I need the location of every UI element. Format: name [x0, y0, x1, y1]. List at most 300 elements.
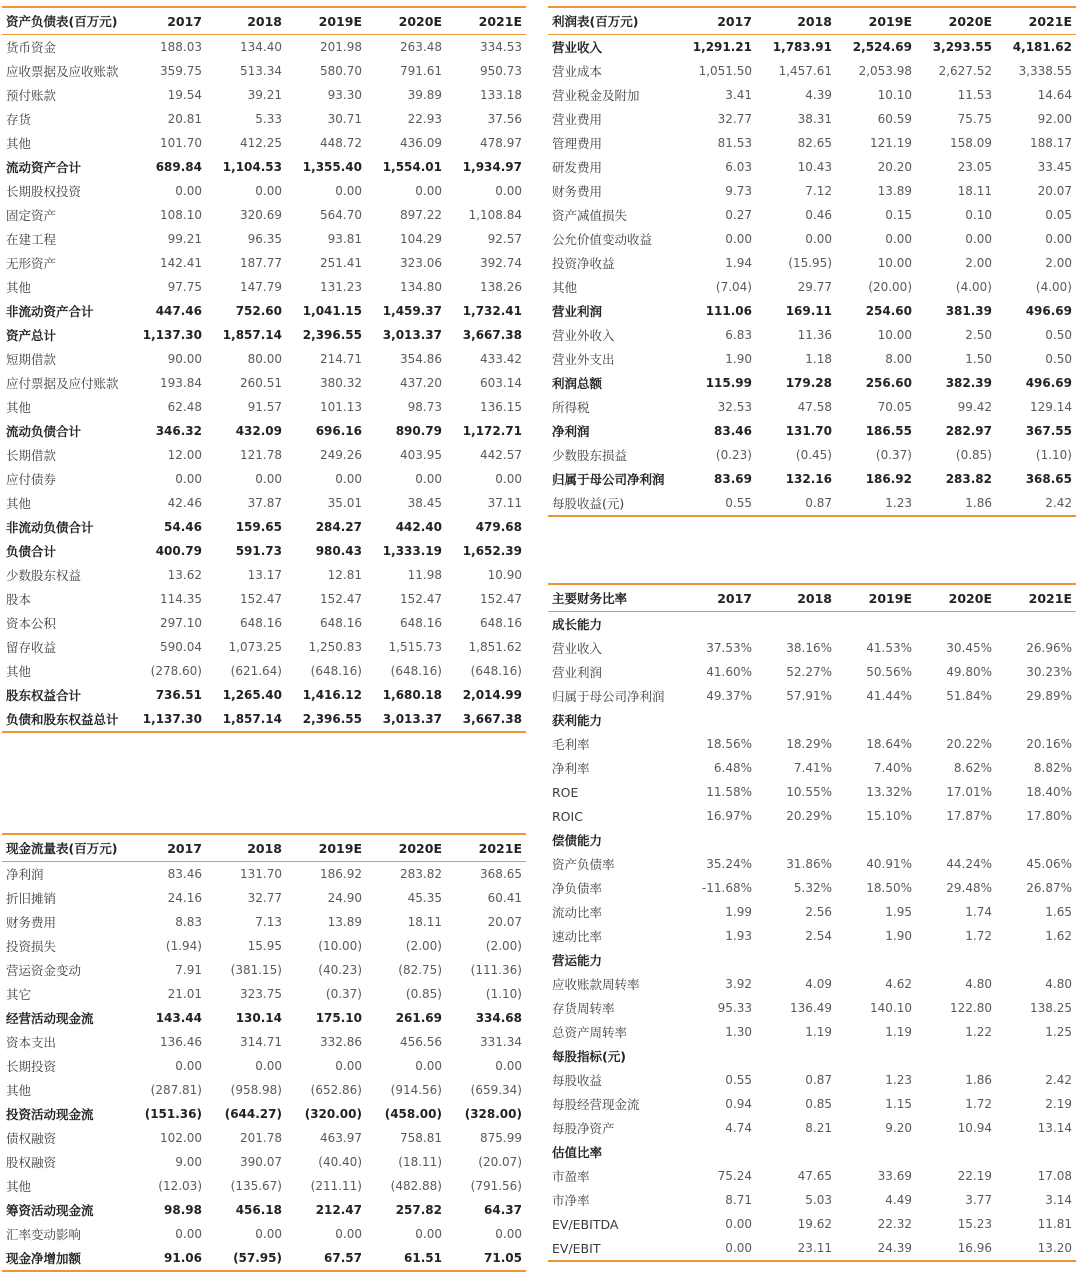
cell-value: 186.55 [865, 424, 912, 438]
cell-value: 496.69 [1025, 304, 1072, 318]
row-label: 净负债率 [552, 881, 603, 896]
cell-value: 37.87 [247, 496, 282, 510]
year-header: 2021E [996, 584, 1076, 612]
cell-value: 60.59 [877, 112, 912, 126]
year-header: 2020E [366, 834, 446, 862]
table-row [2, 862, 526, 887]
cell-value: 331.34 [480, 1035, 522, 1049]
cell-value: 0.00 [335, 184, 362, 198]
cell-value: 132.16 [785, 472, 832, 486]
cell-value: 179.28 [785, 376, 832, 390]
cell-value: 9.73 [725, 184, 752, 198]
table-header-row [548, 584, 1076, 612]
cell-value: 0.00 [725, 1241, 752, 1255]
row-label: 营业收入 [552, 40, 603, 55]
cell-value: 17.80% [1026, 809, 1072, 823]
cash-flow-table [2, 833, 526, 1272]
row-label: 存货周转率 [552, 1001, 615, 1016]
cell-value: 57.91% [786, 689, 832, 703]
row-label: 流动负债合计 [6, 424, 82, 439]
cell-value: 0.10 [965, 208, 992, 222]
cell-value: 332.86 [320, 1035, 362, 1049]
cell-value: 6.03 [725, 160, 752, 174]
cell-value [836, 612, 916, 637]
cell-value: 1.95 [885, 905, 912, 919]
table-row [2, 886, 526, 910]
cell-value: 187.77 [240, 256, 282, 270]
cell-value: 1,355.40 [302, 160, 362, 174]
row-label: 股本 [6, 592, 32, 607]
row-label: 每股净资产 [552, 1121, 615, 1136]
cell-value [676, 1044, 756, 1068]
cell-value: 368.65 [480, 867, 522, 881]
cell-value: 0.00 [335, 1059, 362, 1073]
table-row [548, 419, 1076, 443]
cell-value: (111.36) [470, 963, 522, 977]
cell-value: 2,053.98 [858, 64, 912, 78]
cell-value: 41.60% [706, 665, 752, 679]
section-label: 偿债能力 [552, 833, 603, 848]
cell-value: 60.41 [487, 891, 522, 905]
cell-value: 7.40% [873, 761, 912, 775]
cell-value: 30.45% [946, 641, 992, 655]
row-label: 其它 [6, 987, 32, 1002]
table-row [548, 83, 1076, 107]
cell-value: 1,783.91 [772, 40, 832, 54]
row-label: 其他 [6, 136, 32, 151]
cell-value: 442.40 [395, 520, 442, 534]
cell-value: 13.32% [866, 785, 912, 799]
cell-value: 13.20 [1037, 1241, 1072, 1255]
cell-value: 1.15 [885, 1097, 912, 1111]
cell-value: 45.06% [1026, 857, 1072, 871]
row-label: 流动比率 [552, 905, 603, 920]
cell-value: 10.10 [877, 88, 912, 102]
cell-value: 22.32 [877, 1217, 912, 1231]
cell-value: 49.80% [946, 665, 992, 679]
cell-value: 1,515.73 [388, 640, 442, 654]
cell-value: 0.15 [885, 208, 912, 222]
cell-value: 40.91% [866, 857, 912, 871]
row-label: 营业外支出 [552, 352, 615, 367]
table-row [2, 347, 526, 371]
cell-value: 1,857.14 [222, 328, 282, 342]
cell-value: 284.27 [315, 520, 362, 534]
cell-value: 158.09 [950, 136, 992, 150]
year-header: 2017 [676, 7, 756, 35]
row-label: 少数股东权益 [6, 568, 82, 583]
cell-value: 2.00 [965, 256, 992, 270]
cell-value: 10.55% [786, 785, 832, 799]
cell-value: 0.00 [415, 1059, 442, 1073]
row-label: 净利率 [552, 761, 590, 776]
cell-value: 4,181.62 [1012, 40, 1072, 54]
table-row [2, 1054, 526, 1078]
cell-value: 4.62 [885, 977, 912, 991]
row-label: 每股收益(元) [552, 496, 625, 511]
cell-value [996, 1140, 1076, 1164]
year-header: 2019E [286, 7, 366, 35]
section-heading-row [548, 612, 1076, 637]
table-row [548, 1116, 1076, 1140]
cell-value: 21.01 [167, 987, 202, 1001]
row-label: 其他 [6, 664, 32, 679]
cell-value: 1,291.21 [692, 40, 752, 54]
cell-value: 282.97 [945, 424, 992, 438]
section-heading-row [548, 828, 1076, 852]
cell-value: 83.69 [714, 472, 752, 486]
row-label: 筹资活动现金流 [6, 1203, 94, 1218]
cell-value: 42.46 [167, 496, 202, 510]
table-row [548, 275, 1076, 299]
cell-value: 111.06 [705, 304, 752, 318]
cell-value: 13.89 [327, 915, 362, 929]
cell-value: (57.95) [233, 1251, 282, 1265]
cell-value: 13.14 [1037, 1121, 1072, 1135]
cell-value: 10.00 [877, 256, 912, 270]
cell-value: 212.47 [315, 1203, 362, 1217]
cell-value: (621.64) [230, 664, 282, 678]
row-label: 投资损失 [6, 939, 57, 954]
cell-value: 603.14 [480, 376, 522, 390]
cell-value: (2.00) [405, 939, 442, 953]
cell-value: 10.94 [957, 1121, 992, 1135]
cell-value: 32.53 [717, 400, 752, 414]
cell-value: 0.00 [415, 184, 442, 198]
cell-value: 1.90 [725, 352, 752, 366]
cell-value: 689.84 [155, 160, 202, 174]
cell-value: 114.35 [160, 592, 202, 606]
cell-value: 752.60 [235, 304, 282, 318]
cell-value: (659.34) [470, 1083, 522, 1097]
cell-value [916, 1044, 996, 1068]
cell-value: (15.95) [788, 256, 832, 270]
cell-value: 51.84% [946, 689, 992, 703]
cell-value: 75.24 [717, 1169, 752, 1183]
cell-value: 47.58 [797, 400, 832, 414]
table-row [2, 1078, 526, 1102]
year-header: 2020E [916, 7, 996, 35]
table-row [2, 1150, 526, 1174]
cell-value: 314.71 [240, 1035, 282, 1049]
cell-value: 1,265.40 [222, 688, 282, 702]
cell-value: 29.48% [946, 881, 992, 895]
cell-value: 1.19 [885, 1025, 912, 1039]
cell-value: 67.57 [324, 1251, 362, 1265]
cell-value: 115.99 [705, 376, 752, 390]
cell-value: 2,627.52 [938, 64, 992, 78]
table-row [2, 1174, 526, 1198]
cell-value: 20.29% [786, 809, 832, 823]
cell-value: 7.12 [805, 184, 832, 198]
year-header: 2018 [756, 584, 836, 612]
cell-value: 101.70 [160, 136, 202, 150]
cell-value: 950.73 [480, 64, 522, 78]
table-title: 资产负债表(百万元) [2, 7, 126, 35]
row-label: 营业税金及附加 [552, 88, 640, 103]
cell-value: 1.23 [885, 496, 912, 510]
row-label: 每股经营现金流 [552, 1097, 640, 1112]
table-row [548, 756, 1076, 780]
cell-value: 64.37 [484, 1203, 522, 1217]
cell-value: 0.55 [725, 496, 752, 510]
cell-value [836, 1140, 916, 1164]
cell-value [756, 828, 836, 852]
row-label: 资产总计 [6, 328, 57, 343]
cell-value: 92.57 [487, 232, 522, 246]
cell-value: 104.29 [400, 232, 442, 246]
year-header: 2019E [836, 7, 916, 35]
cell-value: 359.75 [160, 64, 202, 78]
row-label: 归属于母公司净利润 [552, 689, 665, 704]
cell-value: (648.16) [310, 664, 362, 678]
cell-value: (914.56) [390, 1083, 442, 1097]
cell-value: 45.35 [407, 891, 442, 905]
cell-value: 80.00 [247, 352, 282, 366]
table-row [548, 1212, 1076, 1236]
year-header: 2017 [126, 7, 206, 35]
row-label: EV/EBITDA [552, 1216, 619, 1232]
cell-value: 11.53 [957, 88, 992, 102]
cell-value: 875.99 [480, 1131, 522, 1145]
cell-value [756, 948, 836, 972]
section-label: 成长能力 [552, 617, 603, 632]
cell-value: 38.16% [786, 641, 832, 655]
cell-value [756, 708, 836, 732]
cell-value [996, 708, 1076, 732]
row-label: 营业费用 [552, 112, 603, 127]
cell-value: 3,667.38 [462, 328, 522, 342]
table-row [2, 59, 526, 83]
cell-value: (328.00) [464, 1107, 522, 1121]
table-row [548, 227, 1076, 251]
cell-value: (18.11) [398, 1155, 442, 1169]
cell-value: 70.05 [877, 400, 912, 414]
cell-value: 23.11 [797, 1241, 832, 1255]
cell-value: 98.73 [407, 400, 442, 414]
table-row [548, 35, 1076, 60]
table-row [2, 371, 526, 395]
cell-value: 2,014.99 [462, 688, 522, 702]
cell-value: 0.00 [495, 1059, 522, 1073]
cell-value: 580.70 [320, 64, 362, 78]
cell-value: 83.46 [167, 867, 202, 881]
cell-value [676, 948, 756, 972]
cell-value: 257.82 [395, 1203, 442, 1217]
table-row [2, 155, 526, 179]
cell-value: 20.22% [946, 737, 992, 751]
cell-value: 890.79 [395, 424, 442, 438]
row-label: 营运资金变动 [6, 963, 82, 978]
row-label: 总资产周转率 [552, 1025, 628, 1040]
row-label: 应付票据及应付账款 [6, 376, 119, 391]
cell-value: 13.17 [247, 568, 282, 582]
cell-value: 4.09 [805, 977, 832, 991]
cell-value: 334.68 [475, 1011, 522, 1025]
table-header-row [2, 834, 526, 862]
cell-value: 24.90 [327, 891, 362, 905]
cell-value: 1.65 [1045, 905, 1072, 919]
cell-value: 1.99 [725, 905, 752, 919]
cell-value: 201.78 [240, 1131, 282, 1145]
cell-value: 0.00 [725, 1217, 752, 1231]
cell-value: 39.21 [247, 88, 282, 102]
cell-value [996, 612, 1076, 637]
cell-value: 93.30 [327, 88, 362, 102]
row-label: 公允价值变动收益 [552, 232, 653, 247]
cell-value: 2.54 [805, 929, 832, 943]
cell-value: 102.00 [160, 1131, 202, 1145]
cell-value: 101.13 [320, 400, 362, 414]
cell-value: 648.16 [480, 616, 522, 630]
cell-value: (958.98) [230, 1083, 282, 1097]
cell-value: 14.64 [1037, 88, 1072, 102]
table-title: 主要财务比率 [548, 584, 676, 612]
table-row [2, 179, 526, 203]
cell-value: 10.90 [487, 568, 522, 582]
table-title: 利润表(百万元) [548, 7, 676, 35]
cell-value: 75.75 [957, 112, 992, 126]
year-header: 2017 [676, 584, 756, 612]
cell-value: 2.56 [805, 905, 832, 919]
cell-value: 0.00 [495, 184, 522, 198]
cell-value: 1.94 [725, 256, 752, 270]
cell-value: 152.47 [240, 592, 282, 606]
cell-value: 136.46 [160, 1035, 202, 1049]
cell-value: 188.03 [160, 40, 202, 54]
row-label: 债权融资 [6, 1131, 57, 1146]
cell-value: 0.87 [805, 496, 832, 510]
cell-value: (287.81) [150, 1083, 202, 1097]
cell-value: 251.41 [320, 256, 362, 270]
cell-value: 62.48 [167, 400, 202, 414]
cell-value: 7.13 [255, 915, 282, 929]
row-label: 股权融资 [6, 1155, 57, 1170]
table-row [548, 155, 1076, 179]
cell-value: 1,041.15 [302, 304, 362, 318]
table-row [2, 659, 526, 683]
row-label: 长期投资 [6, 1059, 57, 1074]
cell-value: 96.35 [247, 232, 282, 246]
row-label: 利润总额 [552, 376, 603, 391]
cell-value: 1.25 [1045, 1025, 1072, 1039]
row-label: ROIC [552, 808, 583, 824]
table-row [2, 107, 526, 131]
cell-value: 3.92 [725, 977, 752, 991]
cell-value [676, 612, 756, 637]
cell-value: 97.75 [167, 280, 202, 294]
cell-value: 16.96 [957, 1241, 992, 1255]
cell-value: 11.81 [1037, 1217, 1072, 1231]
cell-value: 1.18 [805, 352, 832, 366]
cell-value: 648.16 [240, 616, 282, 630]
table-row [2, 1126, 526, 1150]
cell-value: 129.14 [1030, 400, 1072, 414]
row-label: 其他 [6, 1179, 32, 1194]
table-row [2, 251, 526, 275]
cell-value: 18.29% [786, 737, 832, 751]
table-row [548, 732, 1076, 756]
table-row [548, 900, 1076, 924]
table-row [548, 876, 1076, 900]
table-row [548, 203, 1076, 227]
table-header-row [548, 7, 1076, 35]
cell-value: 463.97 [320, 1131, 362, 1145]
row-label: 所得税 [552, 400, 590, 415]
cell-value: 0.05 [1045, 208, 1072, 222]
cell-value: 17.01% [946, 785, 992, 799]
cell-value: 138.26 [480, 280, 522, 294]
table-row [2, 323, 526, 347]
cell-value: 980.43 [315, 544, 362, 558]
row-label: 投资净收益 [552, 256, 615, 271]
table-row [548, 1020, 1076, 1044]
cell-value: 8.83 [175, 915, 202, 929]
cell-value: 17.87% [946, 809, 992, 823]
cell-value: 1,051.50 [698, 64, 752, 78]
row-label: 汇率变动影响 [6, 1227, 82, 1242]
cell-value: 44.24% [946, 857, 992, 871]
cell-value: 30.71 [327, 112, 362, 126]
table-row [548, 1068, 1076, 1092]
cell-value: (0.37) [875, 448, 912, 462]
cell-value: 20.20 [877, 160, 912, 174]
row-label: 营业利润 [552, 665, 603, 680]
section-label: 估值比率 [552, 1145, 603, 1160]
cell-value: 142.41 [160, 256, 202, 270]
cell-value: 256.60 [865, 376, 912, 390]
row-label: 流动资产合计 [6, 160, 82, 175]
row-label: ROE [552, 784, 579, 800]
table-row [548, 59, 1076, 83]
cell-value: (0.23) [715, 448, 752, 462]
cell-value: 15.23 [957, 1217, 992, 1231]
cell-value: 20.07 [1037, 184, 1072, 198]
table-row [2, 299, 526, 323]
cell-value: 38.31 [797, 112, 832, 126]
cell-value: 50.56% [866, 665, 912, 679]
cell-value: (20.07) [478, 1155, 522, 1169]
row-label: 市净率 [552, 1193, 590, 1208]
section-heading-row [548, 708, 1076, 732]
cell-value: 479.68 [475, 520, 522, 534]
cell-value: (0.37) [325, 987, 362, 1001]
cell-value: 1,732.41 [462, 304, 522, 318]
cell-value: 897.22 [400, 208, 442, 222]
balance-sheet-table [2, 6, 526, 733]
cell-value: 0.00 [495, 472, 522, 486]
cell-value: 1,934.97 [462, 160, 522, 174]
cell-value: 143.44 [155, 1011, 202, 1025]
table-row [2, 131, 526, 155]
table-row [548, 804, 1076, 828]
cell-value: 261.69 [395, 1011, 442, 1025]
cell-value: 2,396.55 [302, 328, 362, 342]
row-label: 少数股东损益 [552, 448, 628, 463]
cell-value: 1,108.84 [468, 208, 522, 222]
row-label: 长期股权投资 [6, 184, 82, 199]
cell-value: 6.83 [725, 328, 752, 342]
income-statement-table [548, 6, 1076, 517]
row-label: 每股收益 [552, 1073, 603, 1088]
cell-value: 133.18 [480, 88, 522, 102]
cell-value: 0.00 [175, 1227, 202, 1241]
cell-value: 39.89 [407, 88, 442, 102]
row-label: 财务费用 [6, 915, 57, 930]
row-label: 应收票据及应收账款 [6, 64, 119, 79]
row-label: 其他 [6, 496, 32, 511]
row-label: 折旧摊销 [6, 891, 57, 906]
